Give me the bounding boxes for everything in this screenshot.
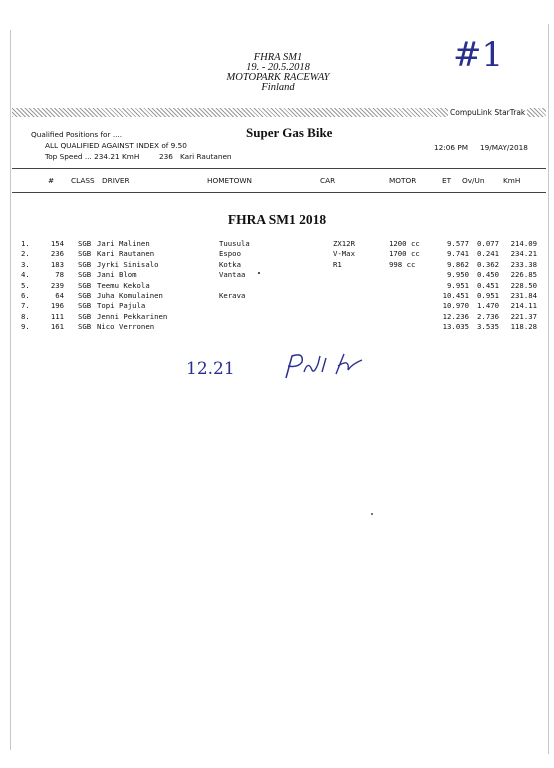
- cell-et: 10.970: [442, 301, 469, 311]
- cell-hometown: Kerava: [219, 291, 246, 300]
- section-title: FHRA SM1 2018: [227, 212, 327, 227]
- index-text: ALL QUALIFIED AGAINST INDEX of 9.50: [45, 141, 187, 150]
- handwritten-time: 12.21: [186, 359, 235, 379]
- cell-car-number: 236: [50, 249, 64, 259]
- cell-ovun: 1.470: [477, 301, 499, 311]
- cell-driver: Teemu Kekola: [97, 280, 150, 290]
- header-rule-bottom: [12, 192, 546, 193]
- cell-driver: Nico Verronen: [97, 322, 155, 332]
- cell-ovun: 0.362: [477, 259, 499, 269]
- cell-class: SGB: [78, 270, 92, 280]
- event-dates: 19. - 20.5.2018: [246, 62, 310, 73]
- scan-speck: [371, 513, 373, 515]
- cell-kmh: 221.37: [510, 311, 537, 321]
- report-time: 12:06 PM: [434, 143, 469, 152]
- cell-hometown: Vantaa: [219, 270, 246, 280]
- cell-ovun: 0.077: [477, 239, 499, 248]
- table-row: [0, 322, 554, 332]
- cell-motor: 1200 cc: [389, 239, 420, 248]
- cell-position: 1.: [21, 239, 30, 248]
- col-hometown: HOMETOWN: [207, 176, 253, 185]
- report-date: 19/MAY/2018: [480, 143, 528, 152]
- cell-class: SGB: [78, 291, 92, 300]
- cell-class: SGB: [78, 322, 92, 332]
- cell-driver: Jani Blom: [97, 270, 137, 280]
- cell-hometown: Tuusula: [219, 239, 250, 248]
- cell-class: SGB: [78, 249, 92, 259]
- col-kmh: KmH: [503, 176, 521, 185]
- cell-position: 7.: [21, 301, 30, 311]
- cell-car-number: 111: [50, 311, 64, 321]
- col-class: CLASS: [71, 176, 95, 185]
- cell-ovun: 3.535: [477, 322, 499, 332]
- col-driver: DRIVER: [102, 176, 130, 185]
- table-row: [0, 281, 554, 291]
- cell-driver: Juha Komulainen: [97, 291, 163, 300]
- cell-et: 9.950: [447, 270, 469, 280]
- table-row: [0, 301, 554, 311]
- cell-driver: Jyrki Sinisalo: [97, 259, 159, 269]
- cell-motor: 998 cc: [389, 259, 416, 269]
- cell-kmh: 234.21: [510, 249, 537, 259]
- cell-car: R1: [333, 259, 342, 269]
- cell-et: 13.035: [442, 322, 469, 332]
- page-edge-left: [10, 30, 11, 750]
- cell-position: 9.: [21, 322, 30, 332]
- cell-ovun: 0.450: [477, 270, 499, 280]
- cell-car-number: 64: [55, 291, 64, 300]
- qualified-label: Qualified Positions for ....: [31, 130, 123, 139]
- cell-hometown: Espoo: [219, 249, 241, 259]
- cell-class: SGB: [78, 239, 92, 248]
- cell-position: 5.: [21, 280, 30, 290]
- event-name: FHRA SM1: [253, 52, 303, 63]
- handwritten-mark: #1: [453, 35, 504, 75]
- cell-car-number: 154: [50, 239, 64, 248]
- table-row: [0, 249, 554, 259]
- cell-hometown: Kotka: [219, 259, 241, 269]
- col-ovun: Ov/Un: [462, 176, 485, 185]
- cell-position: 4.: [21, 270, 30, 280]
- page-edge-right: [548, 24, 549, 754]
- timing-system-label: CompuLink StarTrak: [450, 108, 526, 117]
- cell-position: 2.: [21, 249, 30, 259]
- col-car: CAR: [320, 176, 336, 185]
- table-row: [0, 260, 554, 270]
- top-speed-driver: Kari Rautanen: [180, 152, 232, 161]
- event-country: Finland: [261, 82, 295, 93]
- table-row: [0, 312, 554, 322]
- cell-car-number: 196: [50, 301, 64, 311]
- cell-kmh: 226.85: [510, 270, 537, 280]
- handwritten-signature: [278, 350, 368, 380]
- top-speed-text: Top Speed ... 234.21 KmH: [45, 152, 140, 161]
- cell-car-number: 183: [50, 259, 64, 269]
- cell-kmh: 214.11: [510, 301, 537, 311]
- col-et: ET: [442, 176, 452, 185]
- cell-class: SGB: [78, 280, 92, 290]
- header-rule-top: [12, 168, 546, 169]
- scan-speck: [258, 272, 260, 274]
- cell-et: 9.741: [447, 249, 469, 259]
- cell-position: 6.: [21, 291, 30, 300]
- cell-car: V-Max: [333, 249, 355, 259]
- cell-ovun: 2.736: [477, 311, 499, 321]
- cell-et: 12.236: [442, 311, 469, 321]
- cell-position: 8.: [21, 311, 30, 321]
- cell-et: 9.862: [447, 259, 469, 269]
- cell-motor: 1700 cc: [389, 249, 420, 259]
- cell-class: SGB: [78, 311, 92, 321]
- cell-car-number: 78: [55, 270, 64, 280]
- event-venue: MOTOPARK RACEWAY: [226, 72, 330, 83]
- class-title: Super Gas Bike: [246, 125, 333, 140]
- cell-et: 10.451: [442, 291, 469, 300]
- cell-driver: Kari Rautanen: [97, 249, 155, 259]
- cell-car: ZX12R: [333, 239, 355, 248]
- cell-car-number: 239: [50, 280, 64, 290]
- cell-driver: Jari Malinen: [97, 239, 150, 248]
- cell-position: 3.: [21, 259, 30, 269]
- cell-kmh: 118.28: [510, 322, 537, 332]
- cell-et: 9.577: [447, 239, 469, 248]
- cell-kmh: 228.50: [510, 280, 537, 290]
- col-motor: MOTOR: [389, 176, 417, 185]
- cell-kmh: 214.09: [510, 239, 537, 248]
- top-speed-car: 236: [159, 152, 173, 161]
- table-row: [0, 239, 554, 249]
- cell-ovun: 0.241: [477, 249, 499, 259]
- table-row: [0, 291, 554, 301]
- cell-ovun: 0.951: [477, 291, 499, 300]
- cell-class: SGB: [78, 301, 92, 311]
- cell-kmh: 231.84: [510, 291, 537, 300]
- table-row: [0, 270, 554, 280]
- cell-et: 9.951: [447, 280, 469, 290]
- cell-class: SGB: [78, 259, 92, 269]
- cell-driver: Topi Pajula: [97, 301, 146, 311]
- col-number: #: [48, 176, 55, 185]
- cell-car-number: 161: [50, 322, 64, 332]
- cell-driver: Jenni Pekkarinen: [97, 311, 168, 321]
- cell-ovun: 0.451: [477, 280, 499, 290]
- cell-kmh: 233.38: [510, 259, 537, 269]
